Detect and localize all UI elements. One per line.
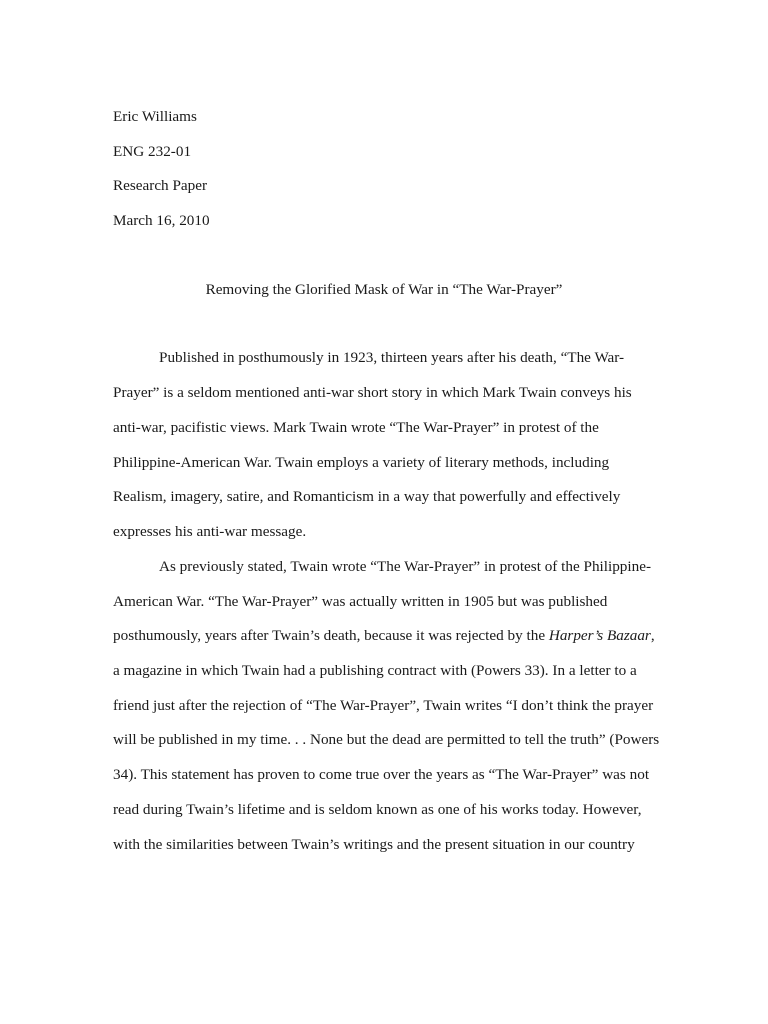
paragraph-2-line-3-comma: , [650, 627, 655, 644]
paragraph-2-line-7: 34). This statement has proven to come true over the years as “The War-Prayer” was not [113, 766, 650, 783]
course-code: ENG 232-01 [113, 143, 192, 160]
paragraph-2-line-9: with the similarities between Twain’s writings and the present situation in our country [113, 836, 635, 853]
paragraph-1-line-4: Philippine-American War. Twain employs a variety of literary methods, including [113, 454, 610, 471]
paragraph-1-line-6: expresses his anti-war message. [113, 523, 307, 540]
paragraph-1-line-3: anti-war, pacifistic views. Mark Twain wrote “The War-Prayer” in protest of the [113, 419, 599, 436]
paragraph-2-line-5: friend just after the rejection of “The War-Prayer”, Twain writes “I don’t think the prayer [113, 697, 654, 714]
author-name: Eric Williams [113, 108, 197, 125]
assignment-type: Research Paper [113, 177, 208, 194]
paragraph-2-line-6: will be published in my time. . . None but the dead are permitted to tell the truth” (Powers [113, 731, 660, 748]
paragraph-2-line-4: a magazine in which Twain had a publishing contract with (Powers 33). In a letter to a [113, 662, 637, 679]
paragraph-1-line-2: Prayer” is a seldom mentioned anti-war short story in which Mark Twain conveys his [113, 384, 632, 401]
paragraph-2-line-3-text: posthumously, years after Twain’s death, because it was rejected by the [113, 627, 549, 644]
paragraph-1-line-5: Realism, imagery, satire, and Romanticism in a way that powerfully and effectively [113, 488, 621, 505]
paragraph-2-line-2: American War. “The War-Prayer” was actually written in 1905 but was published [113, 593, 608, 610]
paragraph-1-line-1: Published in posthumously in 1923, thirteen years after his death, “The War- [159, 349, 625, 366]
paper-title: Removing the Glorified Mask of War in “The War-Prayer” [205, 281, 563, 298]
paragraph-2-line-8: read during Twain’s lifetime and is seldom known as one of his works today. However, [113, 801, 642, 818]
paragraph-2-line-1: As previously stated, Twain wrote “The War-Prayer” in protest of the Philippine- [159, 558, 652, 575]
paper-date: March 16, 2010 [113, 212, 210, 229]
magazine-title: Harper’s Bazaar [548, 627, 651, 644]
paragraph-2-line-3 [113, 627, 655, 645]
